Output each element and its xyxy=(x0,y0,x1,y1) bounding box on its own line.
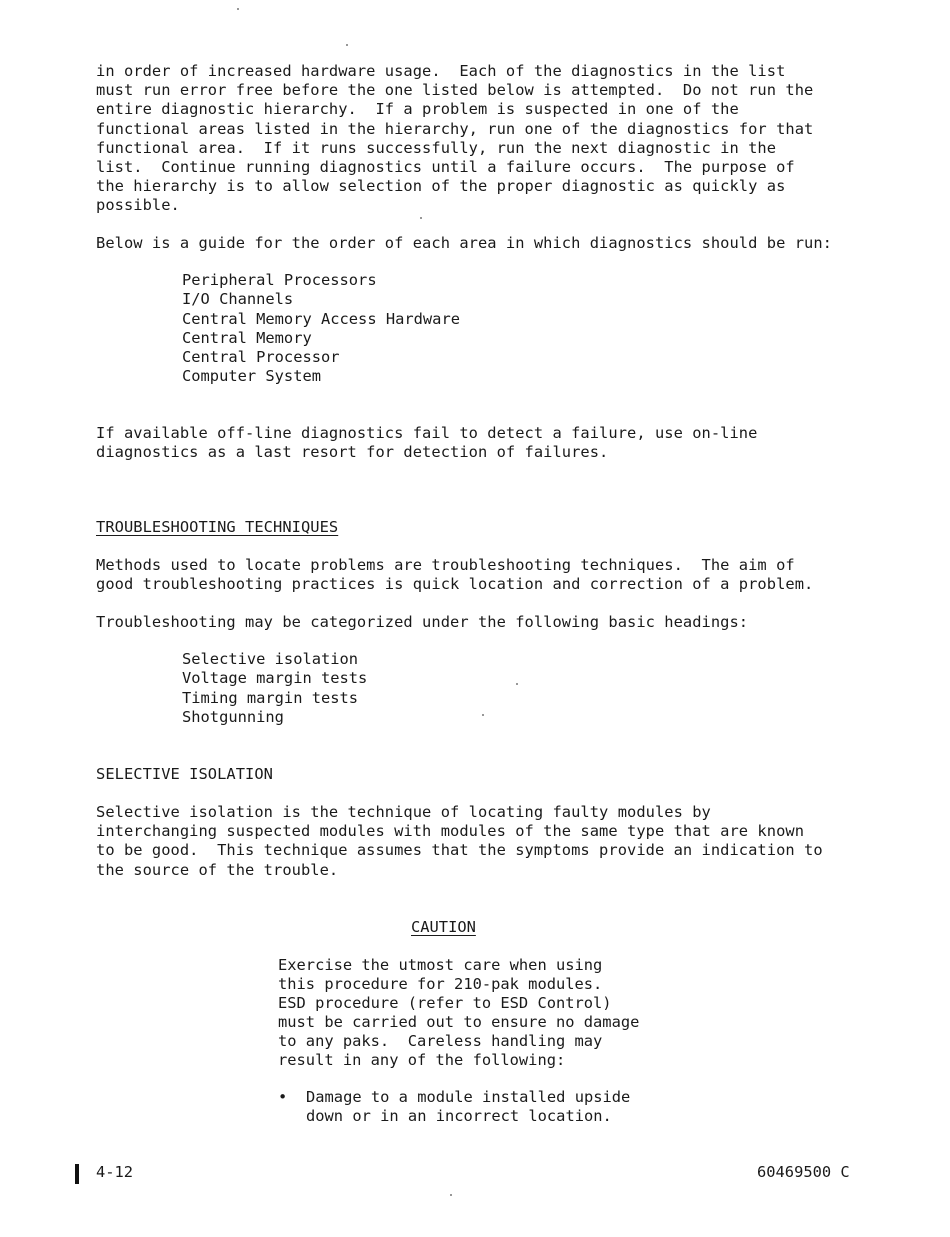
bullet-icon: • xyxy=(278,1088,288,1106)
document-number: 60469500 C xyxy=(757,1163,850,1181)
list-item: Computer System xyxy=(182,367,321,386)
troubleshooting-paragraph: Methods used to locate problems are troubleshooting techniques. The aim of good troubleshooting practices is quick location and correction of a problem. xyxy=(96,556,814,594)
offline-paragraph: If available off-line diagnostics fail to detect a failure, use on-line diagnostics as a last resort for detection of failures. xyxy=(96,424,758,462)
diagnostic-areas-list xyxy=(182,271,460,387)
scan-speck xyxy=(237,8,239,10)
guide-intro: Below is a guide for the order of each area in which diagnostics should be run: xyxy=(96,234,832,252)
caution-title: CAUTION xyxy=(411,918,476,936)
selective-isolation-heading: SELECTIVE ISOLATION xyxy=(96,765,274,783)
page-number: 4-12 xyxy=(96,1163,134,1181)
change-bar xyxy=(75,1164,79,1184)
scan-speck xyxy=(420,217,422,219)
list-item: Central Memory xyxy=(182,328,312,347)
selective-isolation-paragraph: Selective isolation is the technique of locating faulty modules by interchanging suspected modules with modules of the same type that are known to be good. This technique assumes that the symptoms provide an indication to the source of the trouble. xyxy=(96,803,823,879)
scan-speck xyxy=(516,683,518,685)
list-item: Central Memory Access Hardware xyxy=(182,309,460,328)
list-item: Peripheral Processors xyxy=(182,271,377,289)
bullet-text: Damage to a module installed upside down or in an incorrect location. xyxy=(306,1088,631,1126)
caution-body: Exercise the utmost care when using this procedure for 210-pak modules. ESD procedure (refer to ESD Control) must be carried out to ensure no damage to any paks. Careless handling may result in any of the following: xyxy=(278,956,640,1070)
list-item: Shotgunning xyxy=(182,707,284,726)
list-item: Selective isolation xyxy=(182,650,359,668)
list-item: Central Processor xyxy=(182,348,340,367)
list-item: Voltage margin tests xyxy=(182,669,368,688)
troubleshooting-categories-list xyxy=(182,650,367,727)
categories-intro: Troubleshooting may be categorized under the following basic headings: xyxy=(96,613,749,631)
scan-speck xyxy=(346,44,348,46)
intro-paragraph: in order of increased hardware usage. Each of the diagnostics in the list must run error free before the one listed below is attempted. Do not run the entire diagnostic hierarchy. If a problem is suspected in one of the functional areas listed in the hierarchy, run one of the diagnostics for that functional area. If it runs successfully, run the next diagnostic in the list. Continue running diagnostics until a failure occurs. The purpose of the hierarchy is to allow selection of the proper diagnostic as quickly as possible. xyxy=(96,62,814,215)
scan-speck xyxy=(450,1194,452,1196)
troubleshooting-heading: TROUBLESHOOTING TECHNIQUES xyxy=(96,518,339,536)
list-item: Timing margin tests xyxy=(182,688,359,707)
list-item: I/O Channels xyxy=(182,290,294,309)
scan-speck xyxy=(482,714,484,716)
